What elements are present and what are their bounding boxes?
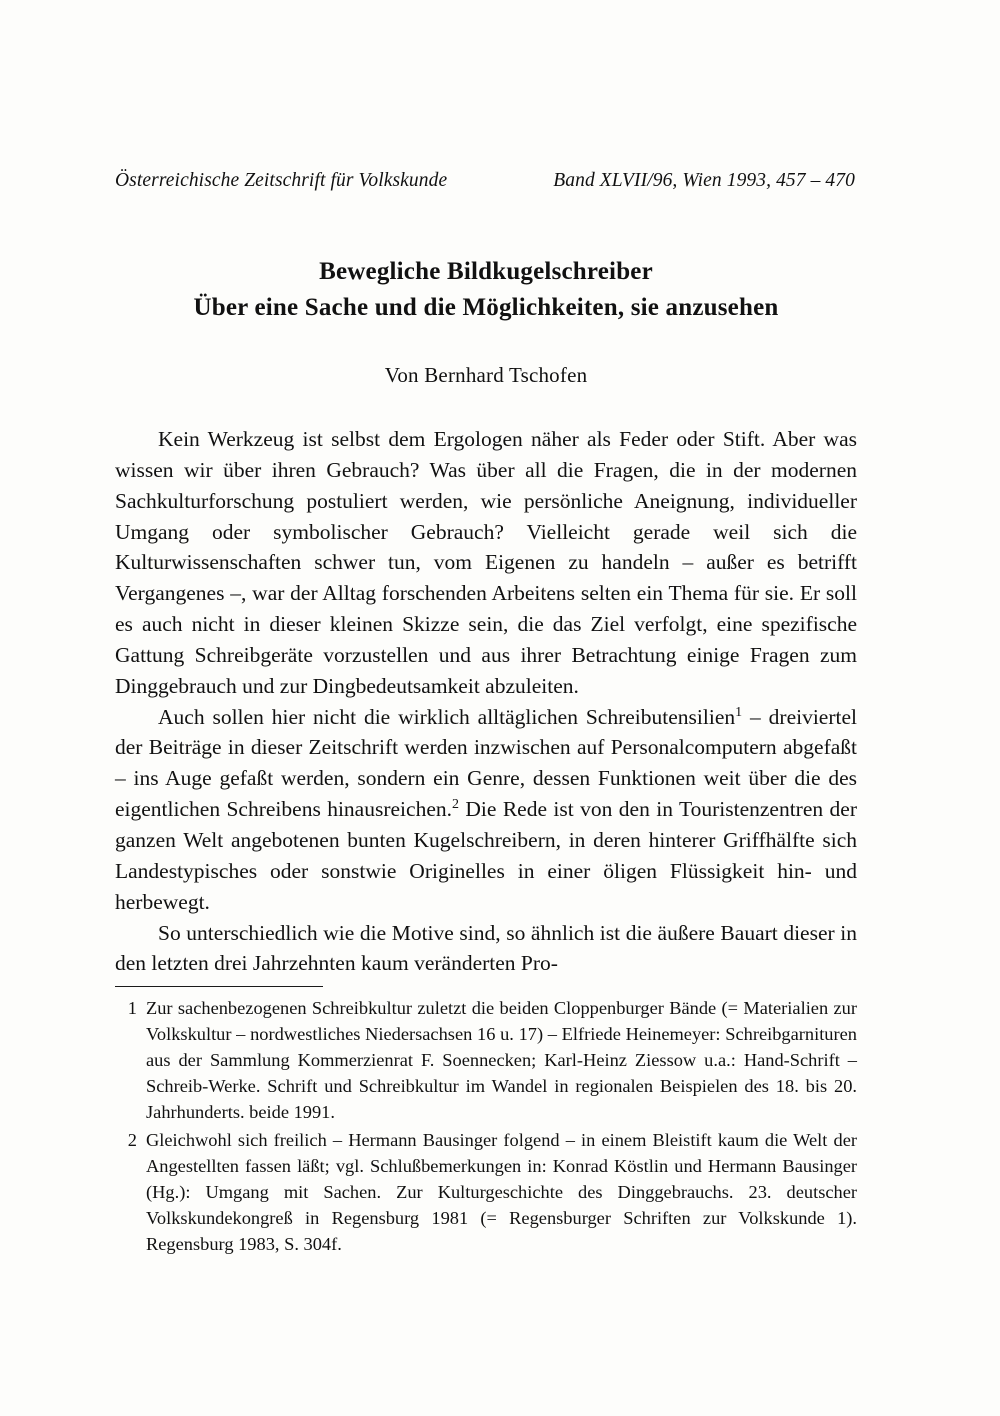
footnote-text: Gleichwohl sich freilich – Hermann Bausinger folgend – in einem Bleistift kaum die Welt der Angestellten fassen läßt; vgl. Schlußbemerkungen in: Konrad Köstlin und Hermann Bausinger (Hg.): Umgang mit Sachen. Zur Kulturgeschichte des Dinggebrauchs. 23. deutscher Volkskundekongreß in Regensburg 1981 (= Regensburger Schriften zur Volkskunde 1). Regensburg 1983, S. 304f. [146, 1130, 857, 1254]
article-title-subtitle: Über eine Sache und die Möglichkeiten, sie anzusehen [193, 293, 779, 321]
footnote-separator-rule [115, 986, 323, 987]
running-head-issue-info: Band XLVII/96, Wien 1993, 457 – 470 [553, 170, 855, 191]
author-byline: Von Bernhard Tschofen [384, 363, 588, 387]
footnote-number: 1 [127, 998, 137, 1019]
footnote-ref-1[interactable]: 1 [735, 704, 743, 720]
body-paragraph-2-segment-3: Die Rede ist von den in Touristenzentren der ganzen Welt angebotenen bunten Kugelschreibern, in deren hinterer Griffhälfte sich Landestypisches oder sonstwie Originelles in einer öligen Flüssigkeit hin- und herbewegt. [115, 797, 857, 914]
page-content [115, 170, 857, 1261]
body-paragraph-2-segment-1: Auch sollen hier nicht die wirklich alltäglichen Schreibutensilien [158, 704, 736, 729]
body-paragraph-2-segment-2: – dreiviertel der Beiträge in dieser Zeitschrift werden inzwischen auf Personalcomputern abgefaßt – ins Auge gefaßt werden, sondern ein Genre, dessen Funktionen weit über die des eigentlichen Schreibens hinausreichen. [115, 704, 857, 822]
article-body [115, 424, 857, 979]
body-paragraph-2 [115, 702, 857, 918]
body-paragraph-3: So unterschiedlich wie die Motive sind, so ähnlich ist die äußere Bauart dieser in den letzten drei Jahrzehnten kaum veränderten Pro- [115, 920, 857, 976]
running-head [115, 170, 857, 192]
footnote-item [115, 996, 857, 1125]
footnote-list [115, 996, 857, 1258]
body-paragraph-1: Kein Werkzeug ist selbst dem Ergologen näher als Feder oder Stift. Aber was wissen wir über ihren Gebrauch? Was über all die Fragen, die in der modernen Sachkulturforschung postuliert werden, wie persönliche Aneignung, individueller Umgang oder symbolischer Gebrauch? Vielleicht gerade weil sich die Kulturwissenschaften schwer tun, vom Eigenen zu handeln – außer es betrifft Vergangenes –, war der Alltag forschenden Arbeitens selten ein Thema für sie. Er soll es auch nicht in dieser kleinen Skizze sein, die das Ziel verfolgt, eine spezifische Gattung Schreibgeräte vorzustellen und aus ihrer Betrachtung einige Fragen zum Dinggebrauch und zur Dingbedeutsamkeit abzuleiten. [115, 427, 857, 698]
footnote-number: 2 [127, 1130, 137, 1151]
footnote-item [115, 1128, 857, 1257]
article-title-line-1: Bewegliche Bildkugelschreiber [319, 258, 653, 285]
running-head-journal-title: Österreichische Zeitschrift für Volkskunde [115, 170, 448, 191]
footnote-text: Zur sachenbezogenen Schreibkultur zuletzt die beiden Cloppenburger Bände (= Materialien zur Volkskultur – nordwestliches Niedersachsen 16 u. 17) – Elfriede Heinemeyer: Schreibgarnituren aus der Sammlung Kommerzienrat F. Soennecken; Karl-Heinz Ziessow u.a.: Hand-Schrift – Schreib-Werke. Schrift und Schreibkultur im Wandel in regionalen Beispielen des 18. bis 20. Jahrhunderts. beide 1991. [146, 998, 857, 1122]
footnote-ref-2[interactable]: 2 [451, 796, 459, 812]
article-title [115, 254, 857, 325]
